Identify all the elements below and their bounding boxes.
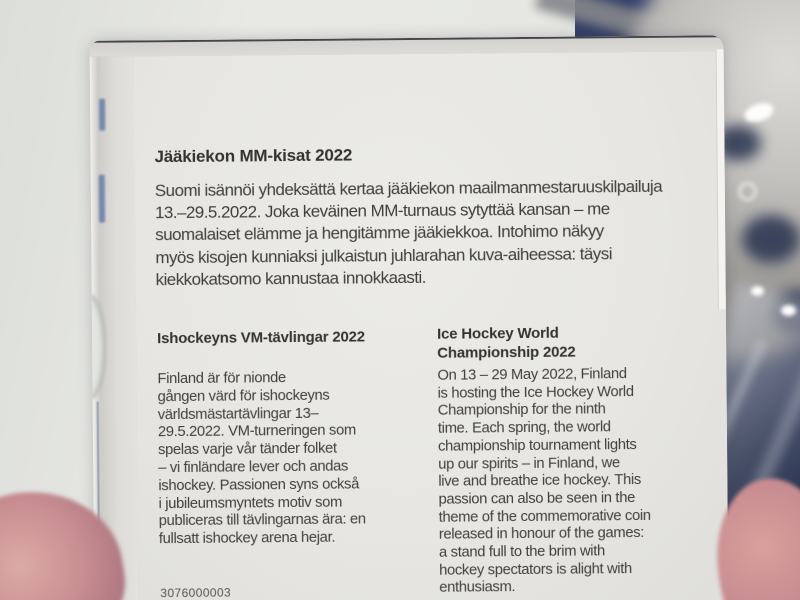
thumb-notch: [90, 295, 107, 399]
english-heading: Ice Hockey World Championship 2022: [437, 324, 576, 362]
spine-print-mark: [99, 99, 105, 131]
bokeh-highlight: [781, 305, 796, 316]
swedish-heading: Ishockeyns VM-tävlingar 2022: [157, 328, 365, 348]
bokeh-highlight: [751, 286, 764, 296]
coin-box: [90, 35, 729, 600]
swedish-paragraph: Finland är för nionde gången värd för ishockeyns världsmästartävlingar 13– 29.5.2022. VM-turneringen som spelas varje vår tänder folket – vi finländare lever och andas ishockey. Passionen syns också i jubileumsmyntets motiv som publiceras till tävlingarnas ära: en fullsatt ishockey arena hejar.: [157, 370, 366, 548]
bokeh-highlight: [738, 182, 757, 201]
english-paragraph: On 13 – 29 May 2022, Finland is hosting the Ice Hockey World Championship for the ninth time. Each spring, the world championship tournament lights up our spirits – in Finland, we live and breathe ice hockey. This passion can also be seen in the theme of the commemorative coin released in honour of the games: a stand full to the brim with hockey spectators is alight with enthusiasm.: [437, 366, 651, 597]
box-front-face: [134, 51, 729, 600]
finnish-heading: Jääkiekon MM-kisat 2022: [154, 145, 353, 167]
product-code: 3076000003: [160, 585, 232, 600]
finnish-paragraph: Suomi isännöi yhdeksättä kertaa jääkiekon maailmanmestaruuskilpailuja 13.–29.5.2022. Joka keväinen MM-turnaus sytyttää kansan – me suomalaiset elämme ja hengitämme jääkiekkoa. Intohimo näkyy myös kisojen kunniaksi julkaistun juhlarahan kuva-aiheessa: täysi kiekkokatsomo kannustaa innokkaasti.: [154, 176, 663, 290]
spine-print-mark: [99, 175, 105, 223]
reflection-dark-patch: [742, 215, 800, 263]
